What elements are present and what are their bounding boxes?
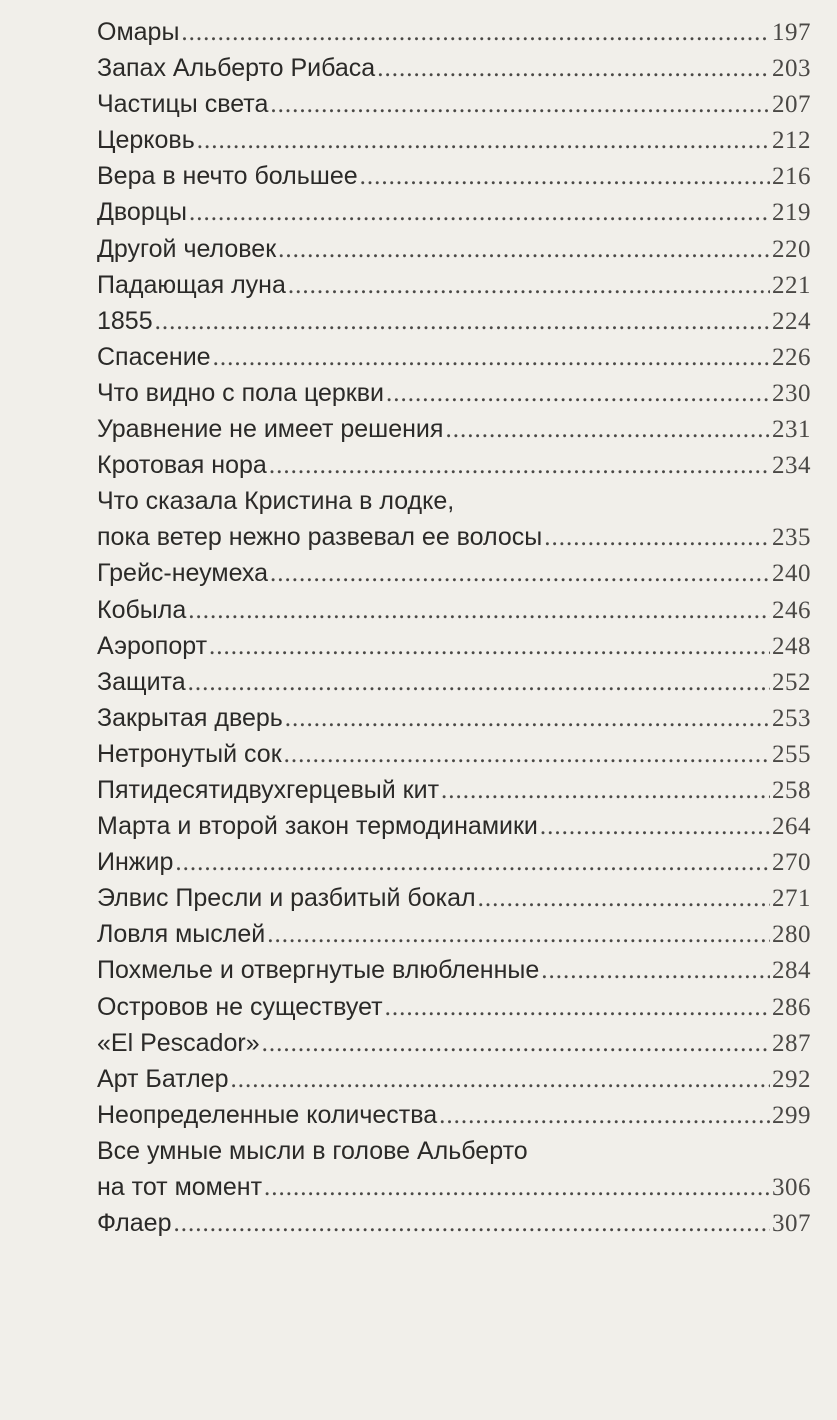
toc-entry-page-number: 203 bbox=[772, 55, 811, 83]
toc-entry-row bbox=[97, 989, 811, 1025]
toc-entry-title: на тот момент bbox=[97, 1173, 263, 1201]
toc-entry-title: Кобыла bbox=[97, 595, 187, 624]
toc-entry-title-line1: Все умные мысли в голове Альберто bbox=[97, 1136, 528, 1165]
toc-entry-row bbox=[97, 375, 811, 411]
toc-entry-page-number: 299 bbox=[772, 1101, 811, 1129]
toc-entry-title: Закрытая дверь bbox=[97, 703, 283, 732]
toc-entry-title: Марта и второй закон термодинамики bbox=[97, 812, 538, 841]
toc-entry bbox=[97, 880, 811, 916]
toc-entry-row bbox=[97, 880, 811, 916]
toc-entry-title: Элвис Пресли и разбитый бокал bbox=[97, 884, 476, 913]
toc-entry bbox=[97, 194, 811, 230]
toc-entry bbox=[97, 339, 811, 375]
toc-entry bbox=[97, 952, 811, 988]
toc-entry-page-number: 220 bbox=[772, 235, 811, 263]
toc-entry-title: пока ветер нежно развевал ее волосы bbox=[97, 523, 543, 552]
toc-entry bbox=[97, 231, 811, 267]
toc-entry-page-number: 264 bbox=[772, 813, 811, 841]
toc-entry bbox=[97, 447, 811, 483]
toc-entry-page-number: 235 bbox=[772, 524, 811, 552]
toc-entry-page-number: 226 bbox=[772, 343, 811, 371]
table-of-contents bbox=[97, 14, 811, 1241]
toc-entry-page-number: 270 bbox=[772, 849, 811, 877]
toc-entry-title: Островов не существует bbox=[97, 992, 383, 1021]
dot-leader bbox=[284, 737, 770, 773]
toc-entry-page-number: 221 bbox=[772, 271, 811, 299]
toc-entry-row bbox=[97, 1205, 811, 1241]
toc-entry bbox=[97, 14, 811, 50]
dot-leader bbox=[155, 304, 770, 340]
dot-leader bbox=[173, 1206, 770, 1242]
toc-entry bbox=[97, 628, 811, 664]
dot-leader bbox=[439, 1098, 770, 1134]
toc-entry-row bbox=[97, 592, 811, 628]
dot-leader bbox=[478, 881, 770, 917]
toc-entry bbox=[97, 844, 811, 880]
toc-entry-row bbox=[97, 158, 811, 194]
toc-entry-row bbox=[97, 916, 811, 952]
toc-entry-title: 1855 bbox=[97, 306, 153, 335]
toc-entry-page-number: 230 bbox=[772, 379, 811, 407]
toc-entry bbox=[97, 267, 811, 303]
toc-entry bbox=[97, 1097, 811, 1133]
toc-entry-title: «El Pescador» bbox=[97, 1028, 260, 1057]
toc-entry-row bbox=[97, 1169, 811, 1205]
toc-entry-row bbox=[97, 952, 811, 988]
toc-entry bbox=[97, 158, 811, 194]
dot-leader bbox=[213, 340, 770, 376]
toc-entry-title: Омары bbox=[97, 18, 180, 46]
dot-leader bbox=[385, 990, 770, 1026]
toc-entry bbox=[97, 1205, 811, 1241]
toc-entry-page-number: 280 bbox=[772, 921, 811, 949]
dot-leader bbox=[288, 268, 770, 304]
dot-leader bbox=[270, 556, 770, 592]
toc-entry-page-number: 219 bbox=[772, 199, 811, 227]
toc-entry-title: Спасение bbox=[97, 342, 211, 371]
toc-entry-page-number: 212 bbox=[772, 127, 811, 155]
dot-leader bbox=[188, 665, 770, 701]
dot-leader bbox=[262, 1026, 770, 1062]
toc-entry bbox=[97, 664, 811, 700]
toc-entry-title: Аэропорт bbox=[97, 631, 208, 660]
toc-entry bbox=[97, 916, 811, 952]
toc-entry-row bbox=[97, 194, 811, 230]
dot-leader bbox=[267, 917, 770, 953]
toc-entry-row bbox=[97, 772, 811, 808]
toc-entry bbox=[97, 86, 811, 122]
toc-entry-row bbox=[97, 555, 811, 591]
toc-entry-row bbox=[97, 1097, 811, 1133]
toc-entry bbox=[97, 50, 811, 86]
toc-entry-title: Запах Альберто Рибаса bbox=[97, 54, 376, 83]
toc-entry-page-number: 307 bbox=[772, 1210, 811, 1238]
toc-entry bbox=[97, 772, 811, 808]
dot-leader bbox=[175, 845, 770, 881]
dot-leader bbox=[264, 1170, 770, 1206]
toc-entry-page-number: 258 bbox=[772, 776, 811, 804]
toc-entry bbox=[97, 555, 811, 591]
toc-entry-row bbox=[97, 519, 811, 555]
toc-entry-title: Похмелье и отвергнутые влюбленные bbox=[97, 956, 540, 985]
toc-entry-title: Пятидесятидвухгерцевый кит bbox=[97, 775, 440, 804]
toc-entry-title: Защита bbox=[97, 667, 186, 696]
toc-entry-row bbox=[97, 736, 811, 772]
toc-entry-row bbox=[97, 447, 811, 483]
toc-entry-row bbox=[97, 231, 811, 267]
dot-leader bbox=[285, 701, 770, 737]
toc-entry-row bbox=[97, 122, 811, 158]
toc-entry bbox=[97, 592, 811, 628]
dot-leader bbox=[540, 809, 770, 845]
dot-leader bbox=[445, 412, 770, 448]
toc-entry-page-number: 231 bbox=[772, 416, 811, 444]
toc-entry-page-number: 255 bbox=[772, 740, 811, 768]
toc-entry-title: Флаер bbox=[97, 1209, 172, 1238]
toc-entry-row bbox=[97, 14, 811, 50]
toc-entry-row bbox=[97, 50, 811, 86]
toc-entry-page-number: 224 bbox=[772, 307, 811, 335]
toc-entry-page-number: 286 bbox=[772, 993, 811, 1021]
toc-entry-title: Вера в нечто большее bbox=[97, 162, 358, 191]
toc-entry bbox=[97, 736, 811, 772]
toc-entry-page-number: 197 bbox=[772, 19, 811, 46]
toc-entry-page-number: 240 bbox=[772, 560, 811, 588]
toc-entry-title: Кротовая нора bbox=[97, 451, 267, 480]
toc-entry-page-number: 292 bbox=[772, 1065, 811, 1093]
toc-entry-title: Арт Батлер bbox=[97, 1064, 229, 1093]
toc-entry-title: Инжир bbox=[97, 848, 174, 877]
toc-entry-page-number: 252 bbox=[772, 668, 811, 696]
dot-leader bbox=[181, 15, 770, 51]
toc-entry bbox=[97, 989, 811, 1025]
toc-entry-title: Грейс-неумеха bbox=[97, 559, 269, 588]
dot-leader bbox=[278, 232, 770, 268]
toc-entry-title-line1: Что сказала Кристина в лодке, bbox=[97, 487, 455, 516]
toc-entry bbox=[97, 303, 811, 339]
dot-leader bbox=[197, 123, 770, 159]
toc-entry-row bbox=[97, 808, 811, 844]
toc-entry bbox=[97, 700, 811, 736]
toc-entry-row bbox=[97, 267, 811, 303]
toc-entry-title: Уравнение не имеет решения bbox=[97, 415, 444, 444]
toc-entry-title: Частицы света bbox=[97, 90, 269, 119]
toc-entry-page-number: 248 bbox=[772, 632, 811, 660]
toc-entry-page-number: 216 bbox=[772, 163, 811, 191]
dot-leader bbox=[230, 1062, 770, 1098]
toc-entry-row bbox=[97, 411, 811, 447]
toc-entry-title: Неопределенные количества bbox=[97, 1100, 438, 1129]
dot-leader bbox=[544, 520, 770, 556]
toc-entry bbox=[97, 808, 811, 844]
toc-entry-row bbox=[97, 86, 811, 122]
toc-entry-page-number: 246 bbox=[772, 596, 811, 624]
dot-leader bbox=[270, 87, 770, 123]
dot-leader bbox=[188, 593, 770, 629]
dot-leader bbox=[360, 159, 770, 195]
toc-entry bbox=[97, 122, 811, 158]
dot-leader bbox=[386, 376, 770, 412]
toc-entry-page-number: 234 bbox=[772, 452, 811, 480]
toc-entry-page-number: 306 bbox=[772, 1174, 811, 1201]
toc-entry-row bbox=[97, 1061, 811, 1097]
toc-entry-title: Ловля мыслей bbox=[97, 920, 266, 949]
toc-entry-title: Другой человек bbox=[97, 234, 277, 263]
toc-entry-row bbox=[97, 628, 811, 664]
toc-entry-title: Нетронутый сок bbox=[97, 739, 282, 768]
toc-entry-title: Дворцы bbox=[97, 198, 188, 227]
toc-entry bbox=[97, 1061, 811, 1097]
dot-leader bbox=[269, 448, 770, 484]
toc-entry-page-number: 271 bbox=[772, 885, 811, 913]
toc-entry-page-number: 284 bbox=[772, 957, 811, 985]
toc-entry-page-number: 207 bbox=[772, 91, 811, 119]
dot-leader bbox=[541, 953, 770, 989]
toc-entry-title: Что видно с пола церкви bbox=[97, 378, 384, 407]
dot-leader bbox=[209, 629, 770, 665]
toc-entry-row bbox=[97, 303, 811, 339]
toc-entry bbox=[97, 411, 811, 447]
toc-entry-page-number: 253 bbox=[772, 704, 811, 732]
toc-entry bbox=[97, 483, 811, 555]
toc-entry-row bbox=[97, 700, 811, 736]
toc-entry bbox=[97, 375, 811, 411]
toc-entry-row bbox=[97, 844, 811, 880]
toc-entry bbox=[97, 1133, 811, 1205]
toc-entry-title: Падающая луна bbox=[97, 270, 286, 299]
dot-leader bbox=[441, 773, 770, 809]
toc-entry-row bbox=[97, 664, 811, 700]
toc-entry bbox=[97, 1025, 811, 1061]
toc-entry-page-number: 287 bbox=[772, 1029, 811, 1057]
toc-entry-row bbox=[97, 339, 811, 375]
toc-entry-title: Церковь bbox=[97, 126, 195, 155]
toc-entry-row bbox=[97, 1025, 811, 1061]
dot-leader bbox=[189, 195, 770, 231]
dot-leader bbox=[377, 51, 770, 87]
